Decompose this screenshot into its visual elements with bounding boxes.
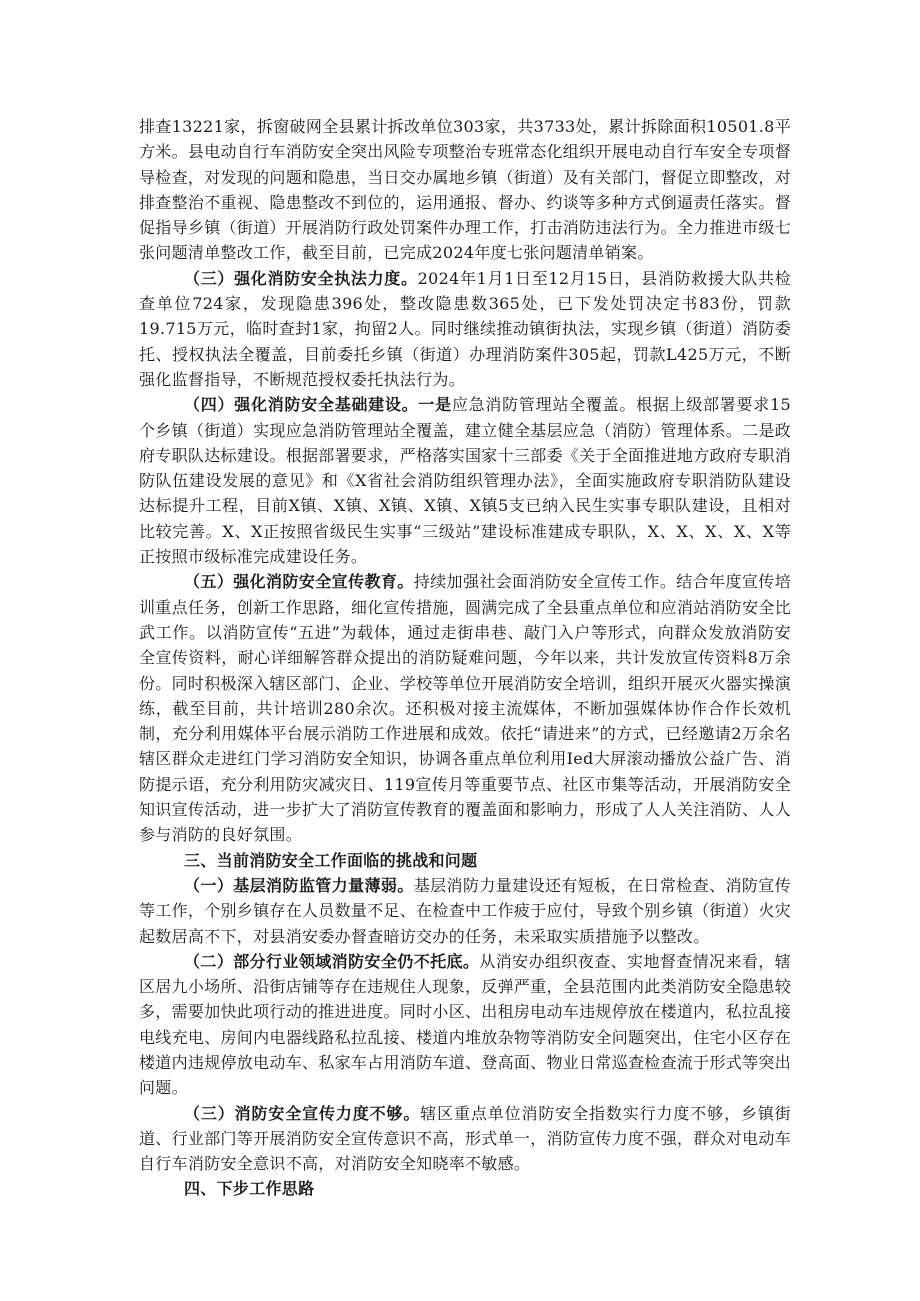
- paragraph-enforcement: [139, 266, 791, 392]
- paragraph-text: 持续加强社会面消防安全宣传工作。结合年度宣传培训重点任务，创新工作思路，细化宣传措施，圆满完成了全县重点单位和应消站消防安全比武工作。以消防宣传“五进”为载体，通过走街串巷、敲门入户等形式，向群众发放消防安全宣传资料，耐心详细解答群众提出的消防疑难问题，今年以来，共计发放宣传资料8万余份。同时积极深入辖区部门、企业、学校等单位开展消防安全培训，组织开展灭火器实操演练，截至目前，共计培训280余次。还积极对接主流媒体，不断加强媒体协作合作长效机制，充分利用媒体平台展示消防工作进展和成效。依托“请进来”的方式，已经邀请2万余名辖区群众走进红门学习消防安全知识，协调各重点单位利用Ied大屏滚动播放公益广告、消防提示语，充分利用防灾减灾日、119宣传月等重要节点、社区市集等活动，开展消防安全知识宣传活动，进一步扩大了消防宣传教育的覆盖面和影响力，形成了人人关注消防、人人参与消防的良好氛围。: [139, 572, 792, 845]
- paragraph-lead: （三）强化消防安全执法力度。: [184, 268, 418, 288]
- document-body: [139, 114, 791, 1202]
- paragraph-publicity: [139, 1101, 791, 1177]
- section-heading-challenges: 三、当前消防安全工作面临的挑战和问题: [184, 850, 478, 870]
- paragraph-lead: （五）强化消防安全宣传教育。: [184, 572, 414, 592]
- section-heading-next-steps: 四、下步工作思路: [184, 1179, 315, 1199]
- paragraph-lead: （二）部分行业领域消防安全仍不托底。: [184, 951, 480, 971]
- paragraph-industries: [139, 949, 791, 1101]
- paragraph-text: 应急消防管理站全覆盖。根据上级部署要求15个乡镇（街道）实现应急消防管理站全覆盖，建立健全基层应急（消防）管理体系。二是政府专职队达标建设。根据部署要求，严格落实国家十三部委《关于全面推进地方政府专职消防队伍建设发展的意见》和《X省社会消防组织管理办法》，全面实施政府专职消防队建设达标提升工程，目前X镇、X镇、X镇、X镇、X镇5支已纳入民生实事专职队建设，且相对比较完善。X、X正按照省级民生实事“三级站”建设标准建成专职队，X、X、X、X、X等正按照市级标准完成建设任务。: [139, 395, 792, 567]
- paragraph-lead: （一）基层消防监管力量薄弱。: [184, 875, 414, 895]
- paragraph-text: 辖区重点单位消防安全指数实行力度不够，乡镇街道、行业部门等开展消防安全宣传意识不高，形式单一，消防宣传力度不强，群众对电动车自行车消防安全意识不高，对消防安全知晓率不敏感。: [139, 1103, 792, 1174]
- paragraph-lead: （三）消防安全宣传力度不够。: [184, 1103, 421, 1123]
- paragraph-grassroots: [139, 873, 791, 949]
- paragraph-lead: （四）强化消防安全基础建设。一是: [184, 395, 452, 415]
- paragraph-text: 基层消防力量建设还有短板，在日常检查、消防宣传等工作，个别乡镇存在人员数量不足、在检查中工作疲于应付，导致个别乡镇（街道）火灾起数居高不下，对县消安委办督查暗访交办的任务，未采取实质措施予以整改。: [139, 875, 792, 946]
- paragraph-education: [139, 569, 791, 847]
- paragraph-infrastructure: [139, 392, 791, 569]
- paragraph-continued: [139, 114, 791, 266]
- paragraph-text: 2024年1月1日至12月15日，县消防救援大队共检查单位724家，发现隐患396处，整改隐患数365处，已下发处罚决定书83份，罚款19.715万元，临时查封1家，拘留2人。同时继续推动镇街执法，实现乡镇（街道）消防委托、授权执法全覆盖，目前委托乡镇（街道）办理消防案件305起，罚款L425万元，不断强化监督指导，不断规范授权委托执法行为。: [139, 268, 791, 389]
- paragraph-text: 排查13221家，拆窗破网全县累计拆改单位303家，共3733处，累计拆除面积10501.8平方米。县电动自行车消防安全突出风险专项整治专班常态化组织开展电动自行车安全专项督导检查，对发现的问题和隐患，当日交办属地乡镇（街道）及有关部门，督促立即整改，对排查整治不重视、隐患整改不到位的，运用通报、督办、约谈等多种方式倒逼责任落实。督促指导乡镇（街道）开展消防行政处罚案件办理工作，打击消防违法行为。全力推进市级七张问题清单整改工作，截至目前，已完成2024年度七张问题清单销案。: [139, 117, 792, 263]
- paragraph-text: 从消安办组织夜查、实地督查情况来看，辖区居九小场所、沿街店铺等存在违规住人现象，反弹严重，全县范围内此类消防安全隐患较多，需要加快此项行动的推进进度。同时小区、出租房电动车违规停放在楼道内，私拉乱接电线充电、房间内电器线路私拉乱接、楼道内堆放杂物等消防安全问题突出，住宅小区存在楼道内违规停放电动车、私家车占用消防车道、登高面、物业日常巡查检查流于形式等突出问题。: [139, 951, 792, 1098]
